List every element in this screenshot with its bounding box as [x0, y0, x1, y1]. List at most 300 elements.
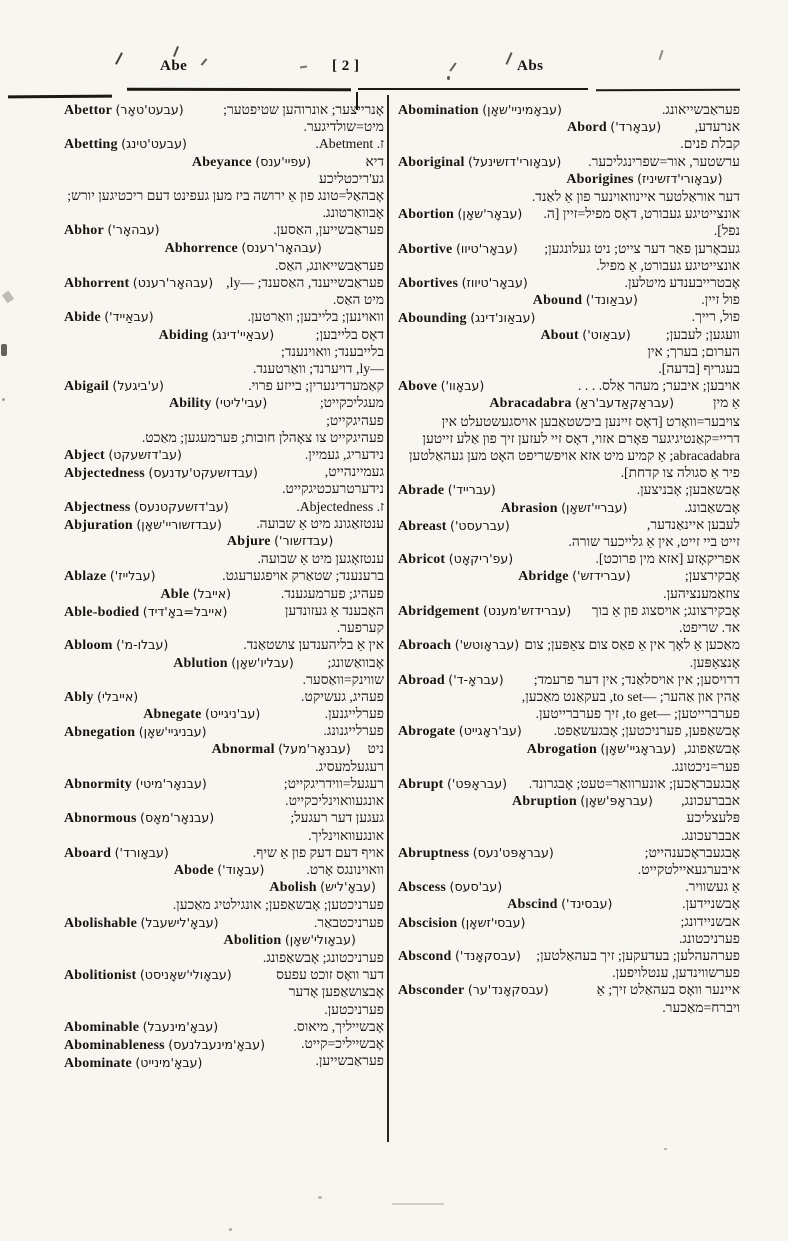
- headword: Abjuration: [64, 517, 133, 533]
- pronunciation: (עב'דזשעקט): [108, 447, 182, 463]
- gloss: פערניכטען; אָבשאַפען; אונגילטיג מאַכען.: [172, 897, 384, 913]
- gloss: ברענענד; שטאַרק אויפגערעגט.: [222, 568, 384, 584]
- entry-headword-group: [64, 966, 237, 984]
- gloss: פול, רייך.: [691, 309, 740, 325]
- pronunciation: (עבאָורי'דזשיניז): [637, 170, 723, 186]
- entry-headword-group: [64, 1018, 223, 1036]
- gloss: אָבגעבראָכענהייט; איבערגעאיילטקייט.: [637, 844, 740, 877]
- gloss: פעראַבשייען.: [315, 1053, 384, 1069]
- gloss: אפריקאָזע [אזא מין פרוכט].: [595, 551, 740, 567]
- margin-smudge: [2, 291, 14, 304]
- pronunciation: (עפיי'ענס): [255, 153, 312, 169]
- entry-headword-group: [64, 567, 160, 585]
- dictionary-entry: [398, 722, 740, 739]
- headword: Ability: [168, 396, 212, 412]
- headword: Abloom: [64, 638, 113, 654]
- entry-headword-group: [501, 499, 633, 517]
- gloss: פול זיין.: [701, 292, 740, 308]
- dictionary-entry: [64, 878, 384, 913]
- right-column: [398, 101, 740, 1072]
- dictionary-entry: [64, 966, 384, 1018]
- entry-headword-group: [507, 895, 617, 913]
- dictionary-entry: [398, 326, 740, 378]
- pronunciation: (עבאָולי'שאָניסט): [139, 967, 232, 983]
- pronunciation: (ע'ביגעל): [112, 378, 164, 394]
- dictionary-entry: [64, 844, 384, 861]
- headword: Abolitionist: [64, 968, 137, 984]
- gloss: פעהיג, געשיקט.: [301, 688, 384, 704]
- gloss: מעגליכקייט; פעהיגקייט; פעהיגקייט צו צאָהלן חובות; פערמעגען; מאַכט.: [141, 395, 384, 445]
- headword: Abruptness: [398, 845, 470, 861]
- gloss: ערשטער, אור=שפרינגליכער.: [588, 153, 740, 169]
- entry-headword-group: [398, 947, 526, 965]
- dictionary-entry: [398, 205, 740, 239]
- headword: Abomination: [398, 103, 479, 118]
- headword: Abolish: [269, 880, 317, 896]
- headword: Abruption: [512, 794, 577, 810]
- pronunciation: (עבאַוט'): [582, 326, 631, 342]
- entry-headword-group: [567, 118, 666, 136]
- entry-headword-group: [64, 464, 263, 482]
- dictionary-entry: [398, 394, 740, 481]
- dictionary-entry: [398, 792, 740, 844]
- headword: About: [540, 327, 579, 343]
- pen-mark: [300, 66, 307, 69]
- pronunciation: (עבאָ'לישעבל): [140, 914, 219, 930]
- entry-headword-group: [398, 602, 576, 620]
- gloss: ענטזאָגען מיט אַ שבועה.: [257, 551, 384, 567]
- dictionary-entry: [398, 153, 740, 170]
- gloss: אנרעדע, קבלת פנים.: [680, 119, 740, 152]
- entry-headword-group: [64, 723, 212, 741]
- gloss: פעראַבשייען, האַסען.: [273, 222, 384, 238]
- pronunciation: (עב'סעס): [449, 879, 503, 895]
- entry-headword-group: [398, 101, 567, 119]
- gloss: אויף דעם דעק פון אַ שיף.: [252, 844, 384, 860]
- bottom-smudge: [392, 1203, 444, 1205]
- headword: Abscision: [398, 915, 458, 931]
- headword: Abnormous: [64, 811, 137, 827]
- headword: Abhorrence: [164, 240, 238, 256]
- headword: Ably: [64, 689, 94, 705]
- dictionary-entry: [398, 913, 740, 947]
- gloss: פעראַבשייאונג.: [661, 102, 740, 117]
- dictionary-entry: [398, 291, 740, 308]
- gloss: אָבוואַשונג; שווינק=וואַסער.: [302, 654, 384, 687]
- entry-headword-group: [174, 861, 270, 879]
- gloss: דאָס בלייבען; בלייבענד; וואוינענד; ‪ly—‬, דויערנד; וואַרטענד.: [252, 326, 384, 377]
- gloss: געגען דער רעגעל; אונגעוואוינליך.: [290, 810, 384, 843]
- headword: Able: [160, 586, 190, 602]
- pronunciation: (עבסקאָנד'): [454, 947, 521, 963]
- entry-headword-group: [512, 792, 658, 810]
- header-rule-segment: [127, 88, 351, 92]
- pronunciation: (עבדזשוריי'שאָן): [136, 516, 222, 532]
- headword: Abrogate: [398, 724, 456, 740]
- entry-headword-group: [489, 394, 679, 412]
- headword: Ablaze: [64, 569, 107, 585]
- entry-headword-group: [64, 1054, 207, 1072]
- headword: Abetting: [64, 137, 118, 153]
- dictionary-entry: [64, 326, 384, 378]
- dictionary-entry: [398, 499, 740, 516]
- pronunciation: (עבאָר'טיווז): [461, 275, 528, 291]
- entry-headword-group: [566, 170, 727, 188]
- entry-headword-group: [398, 481, 501, 499]
- entry-headword-group: [64, 377, 169, 395]
- dictionary-entry: [64, 914, 384, 931]
- entry-headword-group: [169, 394, 272, 412]
- pronunciation: (עבאָוד'): [217, 861, 265, 877]
- pronunciation: (עבעט'טינג): [121, 136, 187, 152]
- headword: Abound: [532, 293, 583, 309]
- pronunciation: (עברידזש'מענט): [482, 602, 572, 618]
- entry-headword-group: [224, 931, 361, 949]
- dictionary-entry: [64, 585, 384, 602]
- pronunciation: (אייבל=באָ'דיד): [142, 603, 228, 619]
- pronunciation: (עב'ניגייט): [205, 706, 261, 722]
- dictionary-entry: [64, 463, 384, 497]
- gloss: אָבקירצען; צוזאַמענציהען.: [663, 568, 740, 601]
- gloss: נידעריג, געמיין.: [304, 447, 384, 463]
- headword: Abounding: [398, 311, 467, 327]
- dictionary-entry: [64, 809, 384, 843]
- headword: Absconder: [398, 983, 465, 999]
- entry-headword-group: [540, 326, 635, 344]
- pronunciation: (עבראָפּט'נעס): [472, 844, 554, 860]
- gloss: אָבשייליכ=קייט.: [301, 1035, 384, 1051]
- headword: Abject: [64, 448, 105, 464]
- entry-headword-group: [64, 135, 192, 153]
- dictionary-entry: [64, 135, 384, 152]
- entry-headword-group: [398, 722, 527, 740]
- pronunciation: (עפ'ריקאָט): [448, 551, 514, 567]
- bottom-smudge: [318, 1196, 322, 1199]
- headword: Abnormal: [211, 741, 275, 757]
- pronunciation: (עבראָגיי'שאָן): [600, 740, 676, 756]
- dictionary-entry: [398, 377, 740, 394]
- headword: Abigail: [64, 379, 109, 395]
- entry-headword-group: [398, 153, 566, 171]
- headword: Abortives: [398, 276, 459, 292]
- bottom-smudge: [229, 1228, 232, 1231]
- pronunciation: (אייבלי): [97, 688, 139, 704]
- pronunciation: (עבאָורי'דזשינעל): [468, 153, 562, 169]
- gloss: איינער וואָס בעהאַלט זיך; אַ ויברח=מאַכער.: [596, 982, 740, 1015]
- pronunciation: (עבאָ'ליש): [320, 879, 376, 895]
- entry-headword-group: [398, 309, 540, 327]
- gloss: פערלייגנונג.: [323, 723, 384, 739]
- gloss: פעראַבשייאונג, האַס.: [274, 257, 384, 273]
- pen-mark: [447, 76, 450, 80]
- dictionary-entry: [398, 118, 740, 152]
- running-head-left-word: Abe: [160, 58, 188, 74]
- pronunciation: (עב'דזשעקטנעס): [134, 498, 229, 514]
- headword: Aborigines: [566, 171, 634, 187]
- entry-headword-group: [160, 585, 236, 603]
- gloss: פעהיג; פערמעגענד.: [280, 585, 384, 601]
- headword: Abroach: [398, 638, 452, 654]
- headword: Abjectedness: [64, 466, 145, 482]
- pronunciation: (עברייד'): [447, 482, 496, 498]
- headword: Abord: [566, 120, 607, 136]
- headword: Abscess: [398, 880, 447, 896]
- gloss: אָבשאַבונג.: [684, 499, 740, 515]
- dictionary-entry: [64, 153, 384, 222]
- entry-headword-group: [173, 654, 299, 672]
- pronunciation: (עברעסט'): [450, 517, 510, 533]
- headword: Abominableness: [64, 1037, 165, 1053]
- gloss: ענטזאַגונג מיט אַ שבועה.: [256, 515, 384, 531]
- header-rule-segment: [596, 89, 740, 92]
- pronunciation: (עבהאָר'): [107, 222, 160, 238]
- headword: Above: [398, 379, 438, 395]
- gloss: פערניכטונג; אָבשאַפונג.: [262, 949, 384, 965]
- header-rule-segment: [358, 88, 588, 90]
- dictionary-entry: [64, 394, 384, 446]
- entry-headword-group: [64, 221, 165, 239]
- pronunciation: (עבאָוו'): [440, 378, 485, 394]
- page-number: [ 2 ]: [332, 58, 360, 74]
- pronunciation: (עבאַונ'דינג): [470, 310, 536, 326]
- dictionary-entry: [398, 636, 740, 670]
- dictionary-entry: [398, 101, 740, 118]
- entry-headword-group: [143, 705, 265, 723]
- entry-headword-group: [64, 308, 159, 326]
- pronunciation: (עבראָ-ד'): [448, 671, 504, 687]
- headword: Abnormity: [64, 776, 132, 792]
- dictionary-entry: [64, 567, 384, 584]
- dictionary-entry: [398, 740, 740, 775]
- gloss: אין אַ בליהענדען צושטאַנד.: [243, 637, 384, 653]
- entry-headword-group: [165, 239, 327, 257]
- gloss: אָבשאַבען; אָבניצען.: [636, 482, 740, 498]
- dictionary-entry: [64, 1035, 384, 1052]
- headword: Abiding: [158, 327, 209, 343]
- gloss: אַ געשוויר.: [685, 879, 740, 895]
- pen-mark: [173, 46, 179, 57]
- gloss: וואוינען; בלייבען; וואַרטען.: [247, 309, 384, 325]
- gloss: רעגעל=ווידריגקייט; אונגעוואוינליכקייט.: [283, 775, 384, 809]
- headword: Abide: [64, 310, 101, 326]
- pronunciation: (עבאָ'מינעבלנעס): [168, 1036, 265, 1052]
- pronunciation: (עבהאָר'רענס): [241, 239, 322, 255]
- dictionary-entry: [64, 221, 384, 238]
- pronunciation: (עבאָרד'): [610, 119, 662, 135]
- dictionary-entry: [398, 602, 740, 636]
- pronunciation: (עבי'ליטי): [215, 395, 268, 411]
- pronunciation: (עבליו'שאָן): [231, 654, 294, 670]
- entry-headword-group: [192, 153, 316, 171]
- pronunciation: (עב'ראָגייט): [458, 723, 522, 739]
- entry-headword-group: [398, 550, 518, 568]
- entry-headword-group: [64, 516, 227, 534]
- margin-smudge: [2, 398, 5, 401]
- entry-headword-group: [64, 101, 189, 119]
- dictionary-entry: [398, 308, 740, 325]
- entry-headword-group: [527, 740, 681, 758]
- gloss: אָנרייצער; אונרוהען שטיפטער; מיט=שולדיגער.: [223, 102, 384, 135]
- pronunciation: (עבאָר'טיוו): [455, 240, 518, 256]
- dictionary-entry: [64, 602, 384, 636]
- entry-headword-group: [64, 844, 174, 862]
- dictionary-entry: [398, 775, 740, 792]
- dictionary-entry: [398, 895, 740, 912]
- gloss: ז. Abjectedness.: [296, 498, 384, 514]
- pronunciation: (עבהאָר'רענט): [132, 275, 214, 291]
- dictionary-entry: [398, 240, 740, 274]
- headword: Abjectness: [64, 499, 131, 515]
- gloss: געבאָרען פאַר דער צייט; ניט געלונגען; אונצייטיגע געבורט, אַ מפיל.: [544, 240, 740, 273]
- pronunciation: (עבנאָר'מאָס): [140, 810, 215, 826]
- running-head-right-word: Abs: [517, 58, 544, 74]
- dictionary-entry: [64, 654, 384, 688]
- entry-headword-group: [227, 532, 338, 550]
- headword: Abhor: [64, 223, 104, 239]
- entry-headword-group: [269, 878, 381, 896]
- entry-headword-group: [64, 636, 173, 654]
- dictionary-entry: [398, 170, 740, 205]
- headword: Abrasion: [500, 500, 558, 516]
- pronunciation: (עבאַייד'): [104, 309, 154, 325]
- pronunciation: (עבנאָר'מעל): [278, 740, 351, 756]
- pronunciation: (עבראַקאַדעב'ראַ): [575, 395, 674, 411]
- gloss: געמיינהייט, נידערטרעכטיגקייט.: [282, 464, 384, 497]
- headword: Abolishable: [64, 915, 137, 931]
- dictionary-entry: [398, 947, 740, 981]
- headword: Abreast: [398, 518, 447, 534]
- dictionary-entry: [398, 550, 740, 567]
- entry-headword-group: [398, 205, 527, 223]
- headword: Abrupt: [398, 776, 444, 792]
- pronunciation: (עבדזשור'): [274, 533, 334, 549]
- gloss: דער וואָס זוכט עפעס אָבצושאַפען אָדער פערניכטען.: [276, 967, 384, 1017]
- dictionary-entry: [398, 274, 740, 291]
- headword: Abortion: [398, 207, 455, 223]
- entry-headword-group: [64, 498, 234, 516]
- dictionary-entry: [64, 532, 384, 567]
- entry-headword-group: [398, 240, 523, 258]
- dictionary-entry: [64, 688, 384, 705]
- entry-headword-group: [398, 844, 559, 862]
- headword: Abjure: [226, 534, 271, 550]
- entry-headword-group: [64, 274, 218, 292]
- dictionary-entry: [64, 101, 384, 135]
- headword: Abolition: [223, 932, 282, 948]
- dictionary-entry: [398, 878, 740, 895]
- entry-headword-group: [64, 809, 219, 827]
- dictionary-entry: [64, 861, 384, 878]
- pronunciation: (עבראָפּט'): [447, 775, 508, 791]
- bottom-smudge: [664, 1148, 667, 1150]
- entry-headword-group: [64, 688, 143, 706]
- gloss: אויבען; איבער; מעהר אַלס. . . .: [578, 378, 740, 394]
- headword: Abscond: [398, 948, 452, 964]
- headword: Abominable: [64, 1019, 140, 1035]
- headword: Abrade: [398, 483, 445, 499]
- entry-headword-group: [64, 446, 187, 464]
- margin-smudge: [1, 344, 7, 356]
- entry-headword-group: [398, 274, 533, 292]
- headword: Aboriginal: [398, 154, 465, 170]
- pronunciation: (עבאָורד'): [114, 844, 169, 860]
- gloss: אָבשייליך, מיאוס.: [293, 1018, 384, 1034]
- dictionary-entry: [398, 567, 740, 601]
- entry-headword-group: [64, 775, 212, 793]
- pronunciation: (עבריי'זשאָן): [561, 499, 628, 515]
- pronunciation: (עבעט'טאָר): [115, 102, 184, 117]
- headword: Abhorrent: [64, 276, 130, 292]
- headword: Abortive: [398, 241, 453, 257]
- pronunciation: (עבניגיי'שאָן): [138, 724, 207, 740]
- dictionary-entry: [398, 981, 740, 1015]
- gloss: ניט רעגעלמעסיג.: [315, 740, 384, 774]
- headword: Abridgement: [398, 603, 480, 619]
- gloss: אָבשניידען.: [682, 896, 740, 912]
- entry-headword-group: [64, 914, 224, 932]
- pronunciation: (עבאַיי'דינג): [211, 326, 275, 342]
- headword: Abricot: [398, 552, 446, 568]
- pronunciation: (אייבל): [192, 585, 232, 601]
- gloss: לעבען איינאַנדער, זייט ביי זייט, אין אַ גלייכער שורה.: [568, 516, 740, 550]
- dictionary-entry: [398, 671, 740, 723]
- dictionary-entry: [64, 498, 384, 515]
- entry-headword-group: [398, 775, 512, 793]
- dictionary-entry: [64, 705, 384, 722]
- dictionary-entry: [64, 722, 384, 739]
- dictionary-entry: [64, 239, 384, 274]
- pronunciation: (עבאָולי'שאָן): [284, 931, 356, 947]
- left-column: [64, 101, 384, 1072]
- gloss: פערלייגנען.: [324, 706, 384, 722]
- pronunciation: (עבלייז'): [109, 568, 156, 584]
- dictionary-entry: [398, 481, 740, 498]
- gloss: פערהעהלען; בעדעקען; זיך בעהאַלטען; פערשווינדען, ענטלויפען.: [536, 947, 740, 981]
- pen-mark: [659, 50, 664, 60]
- dictionary-columns: [64, 101, 740, 1072]
- headword: Abracadabra: [489, 396, 572, 412]
- gloss: אבשניידונג; פערניכטונג.: [678, 913, 740, 946]
- entry-headword-group: [398, 517, 515, 535]
- pen-mark: [115, 52, 123, 64]
- gloss: וועגען; לעבען; הערום; בערך; אין בעגריף [בדעה].: [647, 326, 740, 377]
- gloss: ז. Abetment.: [315, 136, 384, 152]
- headword: Abnegation: [64, 725, 136, 741]
- pen-mark: [505, 52, 512, 65]
- pronunciation: (עבלו-מ'): [116, 637, 169, 653]
- dictionary-entry: [64, 636, 384, 653]
- entry-headword-group: [533, 291, 643, 309]
- headword: Abscind: [507, 897, 558, 913]
- gloss: אָבקירצונג; אויסצוג פון אַ בוך אד. שריפט.: [591, 602, 740, 636]
- headword: Abeyance: [191, 154, 252, 170]
- dictionary-entry: [64, 274, 384, 308]
- entry-headword-group: [398, 636, 524, 654]
- dictionary-entry: [398, 844, 740, 878]
- gloss: וואוינונגס אָרט.: [306, 861, 384, 877]
- gloss: דרויסען; אין אויסלאַנד; אין דער פרעמד; אַהין און אַהער; ‪to set—‬, בעקאַנט מאַכען, פערברייטען; ‪to get—‬, זיך פערברייטען.: [521, 671, 740, 722]
- headword: Abridge: [518, 569, 569, 585]
- headword: Abettor: [64, 103, 113, 118]
- pronunciation: (עבנאָר'מיטי): [135, 775, 207, 791]
- entry-headword-group: [212, 740, 356, 758]
- entry-headword-group: [398, 671, 509, 689]
- dictionary-entry: [64, 515, 384, 532]
- gloss: אָבשאַפען, פערניכטען; אָבגעשאַפט.: [553, 723, 740, 739]
- dictionary-entry: [64, 931, 384, 966]
- headword: Abrogation: [526, 741, 597, 757]
- entry-headword-group: [159, 326, 280, 344]
